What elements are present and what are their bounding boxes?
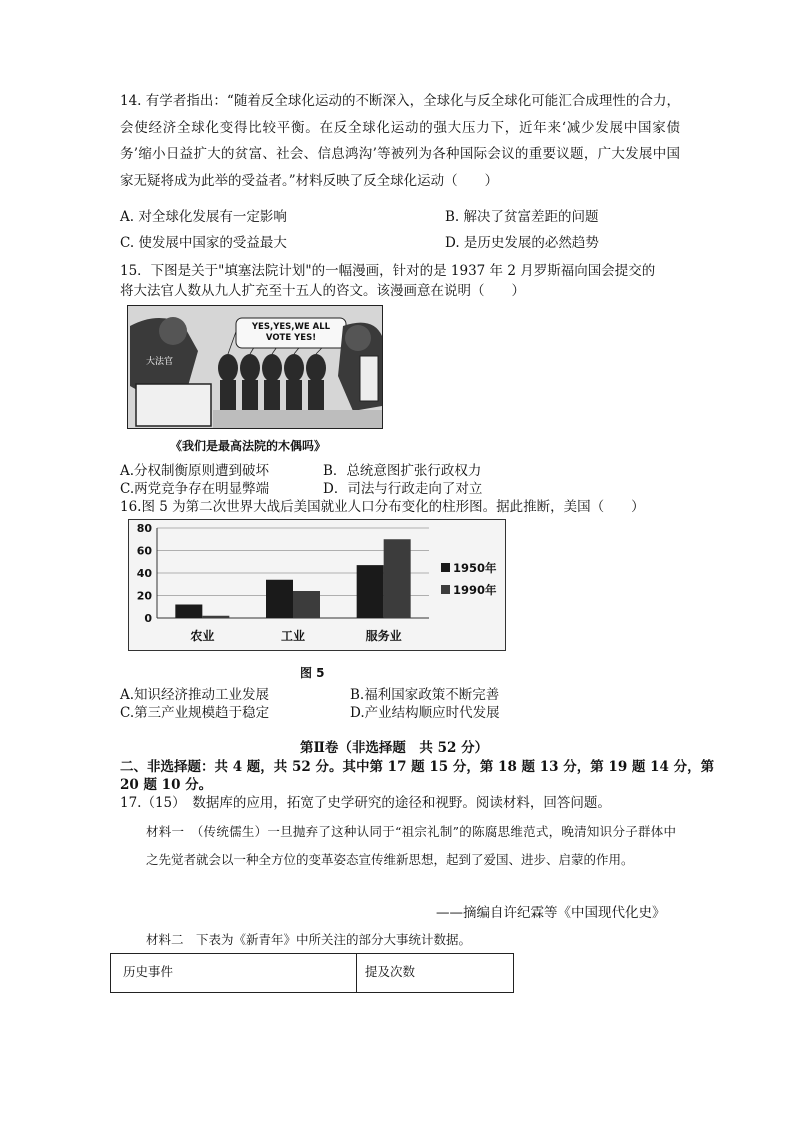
table-header-count: 提及次数 bbox=[365, 964, 416, 979]
bar-chart-svg bbox=[129, 520, 505, 650]
section2-line2: 20 题 10 分。 bbox=[120, 777, 213, 793]
q14-option-c: C. 使发展中国家的受益最大 bbox=[120, 235, 287, 251]
legend-label: 1990年 bbox=[453, 583, 497, 597]
y-tick-label: 40 bbox=[136, 567, 152, 580]
q16-stem: 16.图 5 为第二次世界大战后美国就业人口分布变化的柱形图。据此推断，美国（ ） bbox=[120, 499, 645, 515]
q17-material1: 材料一 （传统儒生）一旦抛弃了这种认同于“祖宗礼制”的陈腐思维范式，晚清知识分子群体中之先觉者就会以一种全方位的变革姿态宣传维新思想，起到了爱国、进步、启蒙的作用。 bbox=[146, 824, 676, 867]
cartoon-speech-text: YES,YES,WE ALL VOTE YES! bbox=[251, 322, 331, 343]
bar-农业-1990年 bbox=[202, 616, 229, 618]
y-tick-label: 60 bbox=[136, 544, 152, 558]
x-tick-label: 农业 bbox=[190, 629, 215, 643]
q14-stem: 14. 有学者指出：“随着反全球化运动的不断深入，全球化与反全球化可能汇合成理性的合力，会使经济全球化变得比较平衡。在反全球化运动的强大压力下，近年来‘减少发展中国家债务’缩小日益扩大的贫富、社会、信息鸿沟’等被列为各种国际会议的重要议题，广大发展中国家无疑将成为此举的受益者。”材料反映了反全球化运动（ ） bbox=[120, 93, 680, 189]
q15-option-c: C.两党竞争存在明显弊端 bbox=[120, 481, 270, 497]
cartoon-image bbox=[127, 305, 383, 429]
q14-option-b: B. 解决了贫富差距的问题 bbox=[445, 209, 599, 225]
y-tick-label: 80 bbox=[136, 522, 152, 535]
bar-工业-1990年 bbox=[293, 591, 320, 618]
figure-label: 图 5 bbox=[300, 666, 325, 680]
x-tick-label: 工业 bbox=[280, 629, 306, 643]
table-header-cell bbox=[357, 954, 513, 992]
section2-header: 第Ⅱ卷（非选择题 共 52 分） bbox=[300, 740, 489, 756]
q17-stem: 17.（15） 数据库的应用，拓宽了史学研究的途径和视野。阅读材料，回答问题。 bbox=[120, 795, 611, 811]
bar-农业-1950年 bbox=[175, 605, 202, 619]
q15-stem-line2: 将大法官人数从九人扩充至十五人的咨文。该漫画意在说明（ ） bbox=[120, 283, 525, 299]
section2-line1: 二、非选择题：共 4 题，共 52 分。其中第 17 题 15 分，第 18 题 13 分，第 19 题 14 分，第 bbox=[120, 759, 715, 775]
q14-option-a: A. 对全球化发展有一定影响 bbox=[120, 209, 287, 225]
q16-option-d: D.产业结构顺应时代发展 bbox=[350, 705, 500, 721]
q15-option-d: D．司法与行政走向了对立 bbox=[323, 481, 483, 497]
table-header-event: 历史事件 bbox=[123, 964, 174, 979]
bar-服务业-1990年 bbox=[384, 539, 411, 618]
q15-stem-line1: 15．下图是关于"填塞法院计划"的一幅漫画，针对的是 1937 年 2 月罗斯福向国会提交的 bbox=[120, 263, 656, 279]
y-tick-label: 20 bbox=[136, 589, 152, 603]
q16-option-c: C.第三产业规模趋于稳定 bbox=[120, 705, 270, 721]
bar-工业-1950年 bbox=[266, 580, 293, 618]
q14-option-d: D. 是历史发展的必然趋势 bbox=[445, 235, 599, 251]
q17-source1: ——摘编自许纪霖等《中国现代化史》 bbox=[436, 905, 666, 921]
q15-option-b: B．总统意图扩张行政权力 bbox=[323, 463, 482, 479]
legend-label: 1950年 bbox=[453, 561, 497, 575]
q16-option-b: B.福利国家政策不断完善 bbox=[350, 687, 500, 703]
q15-option-a: A.分权制衡原则遭到破坏 bbox=[120, 463, 270, 479]
cartoon-label: 大法官 bbox=[146, 357, 174, 367]
cartoon-caption: 《我们是最高法院的木偶吗》 bbox=[170, 439, 327, 453]
bar-chart bbox=[128, 519, 506, 651]
legend-swatch bbox=[441, 563, 450, 572]
y-tick-label: 0 bbox=[144, 612, 152, 625]
bar-服务业-1950年 bbox=[357, 565, 384, 618]
legend-swatch bbox=[441, 585, 450, 594]
table-header-cell bbox=[111, 954, 357, 992]
x-tick-label: 服务业 bbox=[365, 629, 402, 643]
q17-material2: 材料二 下表为《新青年》中所关注的部分大事统计数据。 bbox=[146, 932, 472, 947]
events-table bbox=[110, 953, 514, 993]
q16-option-a: A.知识经济推动工业发展 bbox=[120, 687, 270, 703]
